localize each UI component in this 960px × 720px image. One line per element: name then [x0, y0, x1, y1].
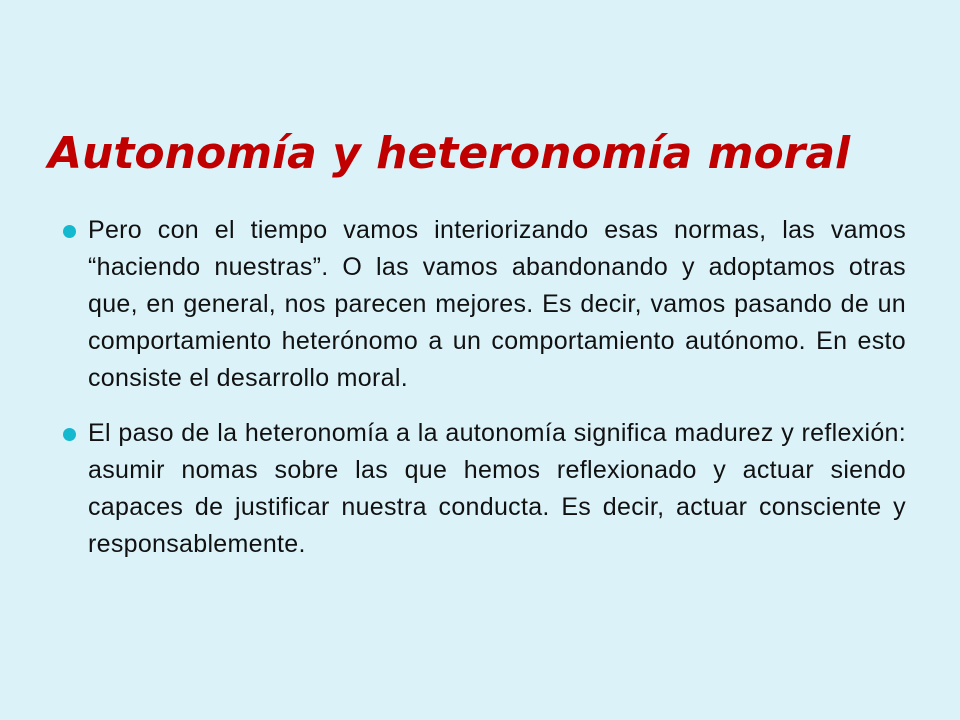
bullet-dot-icon: [63, 428, 76, 441]
bullet-text-1: Pero con el tiempo vamos interiorizando esas normas, las vamos “haciendo nuestras”. O las vamos abandonando y adoptamos otras que, en general, nos parecen mejores. Es decir, vamos pasando de un comportamiento heterónomo a un comportamiento autónomo. En esto consiste el desarrollo moral.: [88, 216, 906, 392]
bullet-dot-icon: [63, 225, 76, 238]
bullet-list: [60, 212, 906, 581]
bullet-item-1: [60, 212, 906, 397]
bullet-item-2: [60, 415, 906, 563]
slide-title: Autonomía y heteronomía moral: [48, 128, 851, 179]
bullet-text-2: El paso de la heteronomía a la autonomía significa madurez y reflexión: asumir nomas sobre las que hemos reflexionado y actuar siendo capaces de justificar nuestra conducta. Es decir, actuar consciente y responsablemente.: [88, 419, 906, 558]
